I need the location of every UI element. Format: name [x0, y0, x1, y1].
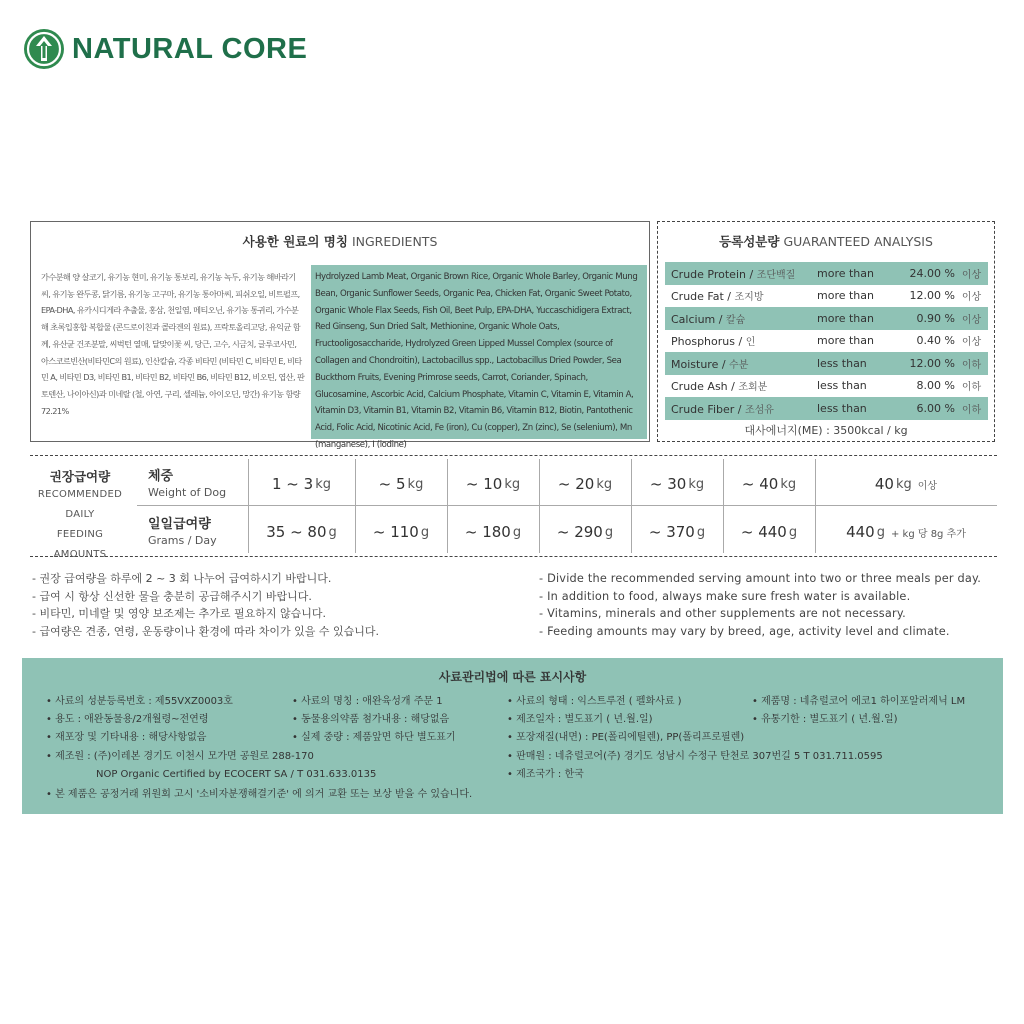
- nutrient-name-en: Phosphorus: [671, 335, 735, 349]
- nutrient-name-ko: 조섬유: [744, 404, 774, 416]
- amount-label-en: Grams / Day: [148, 534, 217, 547]
- analysis-title-en: GUARANTEED ANALYSIS: [783, 234, 933, 249]
- nutrient-name: Calcium / 칼슘: [671, 312, 746, 326]
- weight-label: [148, 465, 258, 499]
- nutrient-name-ko: 조회분: [738, 382, 768, 394]
- note-en: - Feeding amounts may vary by breed, age, activity level and climate.: [539, 624, 950, 638]
- cell-unit: kg: [407, 476, 424, 492]
- cell-unit: g: [328, 524, 337, 540]
- cell-value: ~ 440: [740, 523, 787, 541]
- nutrient-name-en: Moisture: [671, 357, 719, 371]
- weight-label-en: Weight of Dog: [148, 486, 227, 499]
- nutrient-bound: 이상: [961, 337, 982, 349]
- nutrient-name: Moisture / 수분: [671, 357, 749, 371]
- nutrient-name: Crude Ash / 조회분: [671, 380, 768, 394]
- nutrient-qualifier: less than: [817, 401, 867, 415]
- nutrient-bound: 이상: [961, 314, 982, 326]
- nutrient-qualifier: more than: [817, 289, 874, 303]
- feed-form: • 사료의 형태 : 익스트루전 ( 펠화사료 ): [507, 696, 682, 707]
- weight-cell: [447, 462, 539, 506]
- nutrient-qualifier: more than: [817, 266, 874, 280]
- feed-name: • 사료의 명칭 : 애완육성개 주문 1: [292, 696, 443, 707]
- amount-label: [148, 513, 258, 547]
- ingredients-text-ko: 가수분해 양 살코기, 유기농 현미, 유기농 통보리, 유기농 녹두, 유기농 해바라기 씨, 유기농 완두콩, 닭기름, 유기농 고구마, 유기농 통아마씨, 피쉬오일, 비트펄프, EPA-DHA, 유카시디게라 추출물, 홍삼, 천일염, 메티오닌, 유기농 통귀리, 가수분해 초록입홍합 복합물 (콘드로이친과 콜라겐의 원료), 프락토올리고당, 유익균 함께, 유산균 건조분말, 씨벅턴 열매, 달맞이꽃 씨, 당근, 고수, 시금치, 글루코사민, 아스코르빈산(비타민C의 원료), 인산칼슘, 각종 비타민 (비타민 C, 비타민 E, 비타민 A, 비타민 D3, 비타민 B1, 비타민 B2, 비타민 B6, 비타민 B12, 비오틴, 엽산, 판토텐산, 나이아신)과 미네랄 (철, 아연, 구리, 셀레늄, 아이오딘, 망간) 유기농 함량 72.21%: [41, 272, 305, 416]
- guaranteed-analysis-panel: [657, 221, 995, 442]
- nutrient-qualifier: more than: [817, 311, 874, 325]
- analysis-title: [658, 232, 994, 250]
- nutrient-name: Phosphorus / 인: [671, 335, 756, 349]
- cell-unit: g: [604, 524, 614, 540]
- notice: • 본 제품은 공정거래 위원회 고시 '소비자분쟁해결기준' 에 의거 교환 또는 보상 받을 수 있습니다.: [46, 789, 473, 800]
- brand-name: NATURAL CORE: [72, 32, 308, 65]
- feeding-heading: [30, 467, 130, 565]
- cell-value: ~ 180: [464, 523, 511, 541]
- nutrient-name-ko: 칼슘: [725, 314, 746, 326]
- cell-unit: g: [788, 524, 798, 540]
- cell-unit: kg: [504, 476, 521, 492]
- notes-ko: [32, 570, 512, 640]
- repack: • 재포장 및 기타내용 : 해당사항없음: [46, 732, 207, 743]
- cell-unit: kg: [315, 476, 331, 492]
- feeding-notes: [32, 570, 997, 642]
- cell-value: 1 ~ 3: [272, 475, 314, 493]
- manufacturer: • 제조원 : (주)이레본 경기도 이천시 모가면 공원로 288-170: [46, 751, 314, 762]
- nutrient-qualifier: more than: [817, 334, 874, 348]
- cell-value: 40: [874, 475, 894, 493]
- certified: NOP Organic Certified by ECOCERT SA / T 031.633.0135: [96, 769, 377, 780]
- amount-cell: [248, 510, 355, 554]
- cell-value: 440: [846, 523, 875, 541]
- cell-unit: g: [420, 524, 430, 540]
- feeding-title-en-3: FEEDING AMOUNTS: [53, 529, 107, 560]
- notes-en: [539, 570, 999, 640]
- nutrient-value: 0.90 %: [916, 311, 955, 325]
- mfg-date: • 제조일자 : 별도표기 ( 년.월.일): [507, 714, 653, 725]
- nutrient-name-ko: 조단백질: [756, 269, 796, 281]
- cell-value: ~ 370: [648, 523, 695, 541]
- analysis-table: [665, 262, 988, 420]
- feeding-title-en-1: RECOMMENDED: [37, 489, 123, 500]
- cell-unit: g: [512, 524, 522, 540]
- nutrient-qualifier: less than: [817, 356, 867, 370]
- ingredients-title-en: INGREDIENTS: [351, 234, 438, 249]
- nutrient-value: 24.00 %: [909, 266, 955, 280]
- note-ko: - 급여 시 항상 신선한 물을 충분히 공급해주시기 바랍니다.: [32, 589, 312, 603]
- note-en: - Vitamins, minerals and other supplements are not necessary.: [539, 607, 906, 620]
- weight-cell: [815, 462, 997, 506]
- expiry: • 유통기한 : 별도표기 ( 년.월.일): [752, 714, 898, 725]
- analysis-row: [665, 262, 988, 285]
- brand-logo: [22, 27, 307, 71]
- weight-cell: [723, 462, 815, 506]
- analysis-row: [665, 375, 988, 398]
- analysis-row: [665, 330, 988, 353]
- analysis-title-ko: 등록성분량: [719, 234, 780, 249]
- feeding-title-ko: 권장급여량: [49, 469, 111, 484]
- weight-label-ko: 체중: [148, 469, 174, 484]
- legal-labeling-panel: [22, 658, 1003, 814]
- cell-value: ~ 30: [649, 475, 687, 493]
- feeding-title-en-2: DAILY: [65, 509, 95, 520]
- nutrient-name-en: Calcium: [671, 312, 716, 326]
- analysis-row: [665, 397, 988, 420]
- note-ko: - 비타민, 미네랄 및 영양 보조제는 추가로 필요하지 않습니다.: [32, 607, 326, 620]
- country: • 제조국가 : 한국: [507, 769, 584, 780]
- nutrient-value: 6.00 %: [916, 401, 955, 415]
- ingredients-title-ko: 사용한 원료의 명칭: [242, 234, 348, 249]
- nutrient-name-en: Crude Fat: [671, 290, 724, 304]
- nutrient-bound: 이하: [961, 382, 982, 394]
- weight-cell: [355, 462, 447, 506]
- nutrient-name-en: Crude Fiber: [671, 402, 735, 416]
- ingredients-title: [31, 232, 649, 250]
- amount-cell: [631, 510, 723, 554]
- nutrient-value: 0.40 %: [916, 334, 955, 348]
- cell-value: ~ 20: [557, 475, 595, 493]
- nutrient-bound: 이하: [961, 404, 982, 416]
- cell-unit: kg: [895, 476, 912, 492]
- cell-unit: kg: [688, 476, 705, 492]
- seller: • 판매원 : 네츄럴코어(주) 경기도 성남시 수정구 탄천로 307번길 5 T 031.711.0595: [507, 751, 883, 762]
- nutrient-value: 12.00 %: [909, 356, 955, 370]
- ingredients-text-en: Hydrolyzed Lamb Meat, Organic Brown Rice, Organic Whole Barley, Organic Mung Bean, Organic Sunflower Seeds, Organic Pea, Chicken Fat, Organic Sweet Potato, Organic Whole Flax Seeds, Fish Oil, Beet Pulp, EPA-DHA, Yuccaschidigera Extract, Red Ginseng, Sun Dried Salt, Methionine, Organic Whole Oats, Fructooligosaccharide, Hydrolyzed Green Lipped Mussel Complex (source of Collagen and Chondroitin), Lactobacillus spp., Lactobacillus Dried Powder, Sea Buckthorn Fruits, Evening Primrose seeds, Carrot, Coriander, Spinach, Glucosamine, Ascorbic Acid, Calcium Phosphate, Vitamin C, Vitamin E, Vitamin A, Vitamin D3, Vitamin B1, Vitamin B2, Vitamin B6, Vitamin B12, Biotin, Pantothenic Acid, Folic Acid, Nicotinic Acid, Fe (iron), Cu (copper), Zn (zinc), Se (selenium), Mn (manganese), I (iodine): [311, 265, 647, 439]
- cell-unit: g: [696, 524, 706, 540]
- note-en: - In addition to food, always make sure fresh water is available.: [539, 589, 911, 603]
- note-ko: - 급여량은 견종, 연령, 운동량이나 환경에 따라 차이가 있을 수 있습니다.: [32, 624, 379, 638]
- cell-value: 35 ~ 80: [266, 523, 327, 541]
- feeding-grid: [248, 459, 997, 553]
- nutrient-name-ko: 수분: [729, 359, 749, 371]
- amount-cell: [723, 510, 815, 554]
- weight-cell: [248, 462, 355, 506]
- weight-cell: [539, 462, 631, 506]
- packaging: • 포장재질(내면) : PE(폴리에틸렌), PP(폴리프로필렌): [507, 732, 745, 743]
- feeding-table: [30, 455, 997, 560]
- nutrient-name: Crude Protein / 조단백질: [671, 267, 796, 281]
- weight-cell: [631, 462, 723, 506]
- nutrient-name-en: Crude Protein: [671, 267, 746, 281]
- legal-title: 사료관리법에 따른 표시사항: [438, 670, 587, 684]
- nutrient-value: 12.00 %: [909, 289, 955, 303]
- amount-cell: [539, 510, 631, 554]
- divider: [30, 455, 997, 456]
- cell-unit: kg: [780, 476, 797, 492]
- analysis-row: [665, 285, 988, 308]
- amount-cell: [815, 510, 997, 554]
- analysis-row: [665, 352, 988, 375]
- cell-value: ~ 110: [372, 523, 419, 541]
- nutrient-name: Crude Fat / 조지방: [671, 290, 764, 304]
- amount-label-ko: 일일급여량: [148, 517, 211, 532]
- amount-cell: [355, 510, 447, 554]
- leaf-arrow-icon: [22, 27, 66, 71]
- metabolizable-energy: 대사에너지(ME) : 3500kcal / kg: [744, 424, 908, 437]
- nutrient-value: 8.00 %: [916, 379, 955, 393]
- cell-value: ~ 5: [378, 475, 406, 493]
- note-ko: - 권장 급여량을 하루에 2 ~ 3 회 나누어 급여하시기 바랍니다.: [32, 572, 332, 585]
- note-en: - Divide the recommended serving amount into two or three meals per day.: [539, 572, 982, 585]
- analysis-row: [665, 307, 988, 330]
- net-weight: • 실제 중량 : 제품앞면 하단 별도표기: [292, 732, 456, 743]
- additives: • 동물용의약품 첨가내용 : 해당없음: [292, 714, 450, 725]
- cell-value: ~ 40: [741, 475, 779, 493]
- divider: [30, 556, 997, 557]
- nutrient-bound: 이상: [961, 269, 982, 281]
- cell-unit: kg: [596, 476, 613, 492]
- nutrient-bound: 이상: [961, 292, 982, 304]
- usage: • 용도 : 애완동물용/2개월령~전연령: [46, 714, 209, 725]
- cell-extra: 이상: [917, 480, 938, 492]
- amount-cell: [447, 510, 539, 554]
- cell-unit: g: [876, 524, 885, 540]
- nutrient-name-en: Crude Ash: [671, 380, 728, 394]
- product-name: • 제품명 : 네츄럴코어 에코1 하이포알러제닉 LM: [752, 696, 966, 707]
- cell-value: ~ 290: [556, 523, 603, 541]
- reg-no: • 사료의 성분등록번호 : 제55VXZ0003호: [46, 696, 233, 707]
- nutrient-name-ko: 조지방: [734, 292, 764, 304]
- nutrient-qualifier: less than: [817, 379, 867, 393]
- cell-value: ~ 10: [465, 475, 503, 493]
- cell-extra: + kg 당 8g 추가: [890, 528, 966, 540]
- nutrient-bound: 이하: [961, 359, 982, 371]
- nutrient-name: Crude Fiber / 조섬유: [671, 402, 774, 416]
- nutrient-name-ko: 인: [745, 337, 756, 349]
- ingredients-panel: [30, 221, 650, 450]
